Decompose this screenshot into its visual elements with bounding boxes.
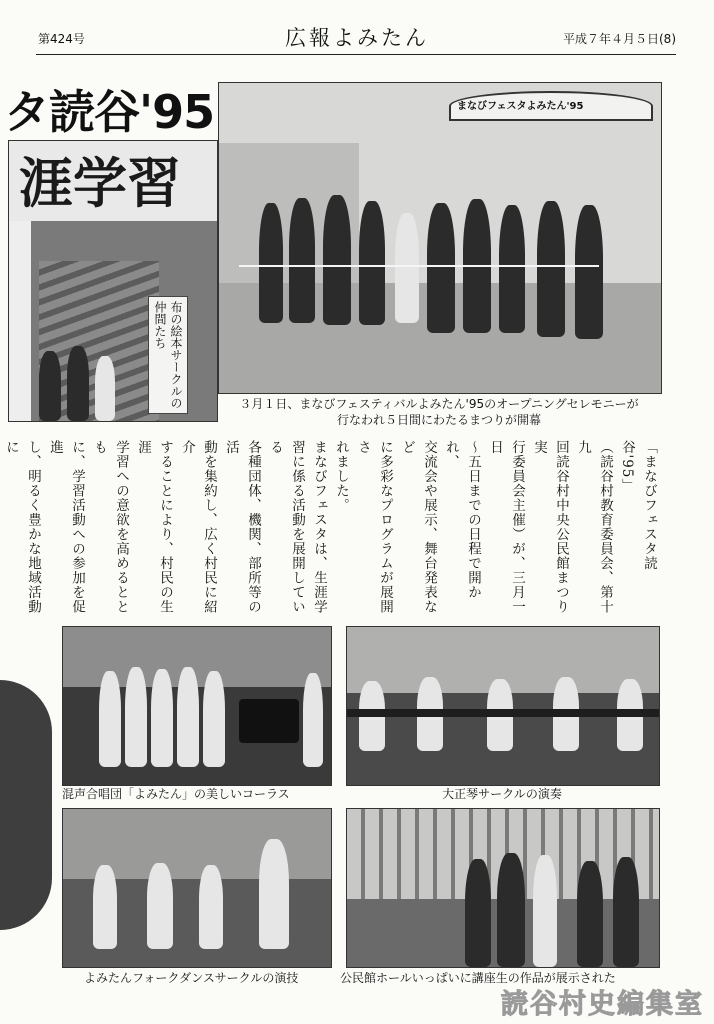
issue-date: 平成７年４月５日(8) (563, 32, 676, 46)
article-line: 学習への意欲を高めるととも (91, 440, 129, 614)
article-line: に多彩なプログラムが展開さ (355, 440, 393, 614)
inset-caption: 布の絵本サークルの仲間たち (148, 296, 188, 414)
left-edge-photo (0, 680, 52, 930)
exhibit-caption: 公民館ホールいっぱいに講座生の作品が展示された (340, 971, 616, 985)
ceremony-caption-line-2: 行なわれ５日間にわたるまつりが開幕 (336, 413, 541, 427)
dance-caption: よみたんフォークダンスサークルの演技 (84, 971, 299, 985)
ceremony-caption (218, 396, 660, 428)
article-line: し、明るく豊かな地域活動に (3, 440, 41, 614)
article-line: 習に係る活動を展開している (267, 440, 305, 614)
ceremony-caption-line-1: ３月１日、まなびフェスティバルよみたん'95のオープニングセレモニーが (239, 397, 639, 411)
koto-photo (346, 626, 660, 786)
article-line: 「まなびフェスタ読谷'95」 (619, 440, 657, 571)
article-line: 〜五日までの日程で開かれ、 (443, 440, 481, 600)
ceremony-photo (218, 82, 662, 394)
issue-number: 第424号 (38, 32, 85, 46)
feature-headline: タ読谷'95 (4, 85, 215, 139)
dance-photo (62, 808, 332, 968)
article-line: 交流会や展示、舞台発表など (399, 440, 437, 614)
article-line: まなびフェスタは、生涯学 (311, 440, 327, 614)
article-line: することにより、村民の生涯 (135, 440, 173, 614)
article-line: 行委員会主催）が、三月一日 (487, 440, 525, 614)
feature-subtitle: 涯学習 (19, 151, 181, 215)
ceremony-sign: まなびフェスタよみたん'95 (457, 101, 584, 112)
exhibit-photo (346, 808, 660, 968)
chorus-photo (62, 626, 332, 786)
article-line: 回読谷村中央公民館まつり実 (531, 440, 569, 614)
koto-caption: 大正琴サークルの演奏 (442, 787, 562, 801)
archive-watermark: 読谷村史編集室 (501, 989, 704, 1020)
article-line: に、学習活動への参加を促進 (47, 440, 85, 614)
article-line: れました。 (333, 440, 349, 513)
newsletter-title: 広報よみたん (285, 26, 429, 50)
chorus-caption: 混声合唱団「よみたん」の美しいコーラス (62, 787, 290, 801)
article-line: 各種団体、機関、部所等の活 (223, 440, 261, 614)
article-body (0, 440, 660, 618)
article-line: 動を集約し、広く村民に紹介 (179, 440, 217, 614)
article-line: （読谷村教育委員会、第十九 (575, 440, 613, 614)
header-rule (36, 54, 676, 55)
